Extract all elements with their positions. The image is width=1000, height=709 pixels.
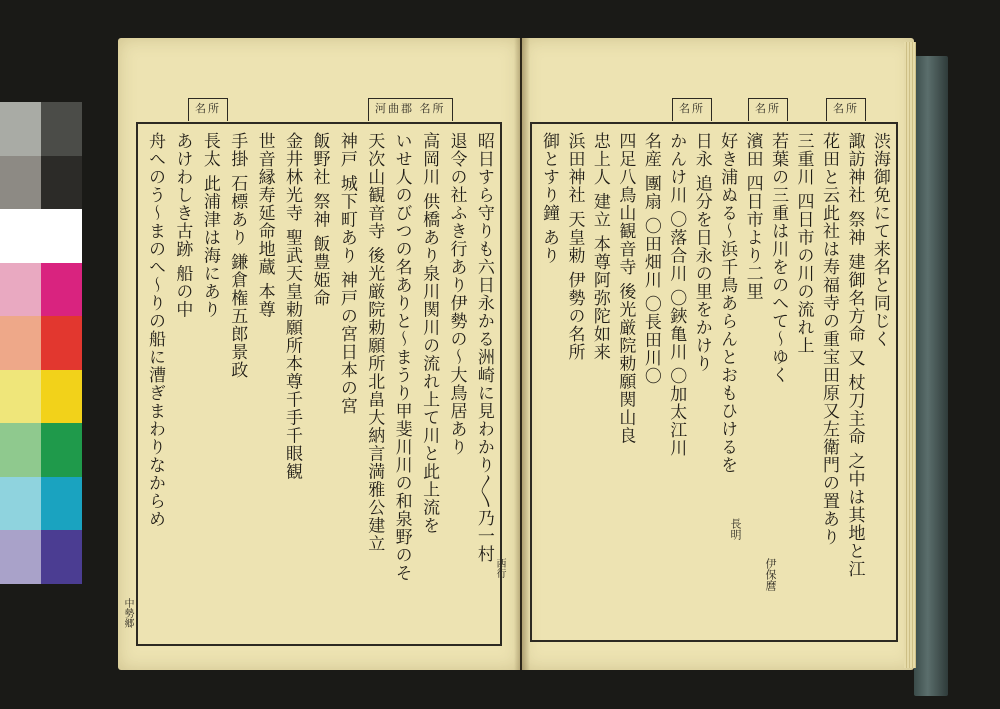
calibration-swatch	[0, 423, 41, 477]
left-columns	[146, 132, 492, 636]
calibration-swatch	[0, 530, 41, 584]
left-text-column: 昭日すら守りも六日永かる洲崎に見わかり〱乃一村	[473, 132, 494, 563]
calibration-swatch	[41, 102, 82, 156]
calibration-swatch	[0, 156, 41, 210]
right-text-column: 好き浦ぬる〜浜千鳥あらんとおもひけるを	[717, 132, 738, 474]
calibration-row	[0, 477, 82, 531]
right-text-frame	[530, 122, 898, 642]
calibration-swatch	[41, 156, 82, 210]
right-text-column: 四足八鳥山観音寺 後光厳院勅願関山良	[615, 132, 636, 445]
calibration-row	[0, 423, 82, 477]
open-book	[118, 38, 948, 670]
page-stack-edge	[904, 42, 916, 668]
calibration-row	[0, 263, 82, 317]
color-calibration-strip	[0, 102, 82, 584]
calibration-swatch	[41, 209, 82, 263]
calibration-row	[0, 102, 82, 156]
right-text-column: 若葉の三重は川をのへて〜ゆく	[768, 132, 789, 384]
signature-choumei: 長明	[729, 518, 742, 540]
right-text-column: 三重川 四日市の川の流れ上	[793, 132, 814, 355]
calibration-row	[0, 316, 82, 370]
calibration-swatch	[0, 102, 41, 156]
margin-note-saigyou: 西行	[494, 558, 505, 578]
left-header-tab-1: 名所	[188, 98, 228, 121]
calibration-swatch	[0, 477, 41, 531]
right-text-column: 渋海御免にて来名と同じく	[869, 132, 890, 348]
right-columns	[540, 132, 888, 632]
book-gutter	[514, 38, 530, 670]
left-text-column: 神戸 城下町あり 神戸の宮日本の宮	[336, 132, 357, 415]
left-text-column: 天次山観音寺 後光厳院勅願所北畠大納言満雅公建立	[364, 132, 385, 553]
calibration-swatch	[41, 370, 82, 424]
right-header-tab-3: 名所	[826, 98, 866, 121]
right-header-tab-1: 名所	[672, 98, 712, 121]
calibration-swatch	[41, 477, 82, 531]
calibration-swatch	[0, 263, 41, 317]
calibration-swatch	[41, 423, 82, 477]
signature-ihomaro: 伊保麿	[764, 558, 777, 591]
right-text-column: 濱田 四日市より二里	[742, 132, 763, 301]
left-text-column: 手掛 石標あり 鎌倉権五郎景政	[227, 132, 248, 379]
calibration-swatch	[0, 370, 41, 424]
calibration-swatch	[41, 263, 82, 317]
right-text-column: 御とすり鐘 あり	[539, 132, 559, 265]
calibration-swatch	[41, 530, 82, 584]
right-text-column: 日永 追分を日永の里をかけり	[691, 132, 712, 373]
left-text-column: 金井林光寺 聖武天皇勅願所本尊千手千眼観	[282, 132, 303, 481]
left-text-column: あけわしき古跡 船の中	[172, 132, 193, 319]
left-text-column: 長太 此浦津は海にあり	[199, 132, 220, 319]
right-text-column: かんけ川 〇落合川 〇鋏亀川 〇加太江川	[666, 132, 687, 458]
right-header-tab-2: 名所	[748, 98, 788, 121]
calibration-row	[0, 209, 82, 263]
right-text-column: 浜田神社 天皇勅 伊勢の名所	[564, 132, 585, 361]
calibration-swatch	[0, 209, 41, 263]
book-cover-edge	[914, 56, 948, 696]
left-page-mark: 中勢郷	[122, 598, 133, 628]
right-text-column: 諏訪神社 祭神 建御名方命 又 杖刀主命 之中は其地と江	[844, 132, 865, 579]
left-page	[118, 38, 520, 670]
left-header-tab-2: 河曲郡 名所	[368, 98, 453, 121]
calibration-row	[0, 530, 82, 584]
left-text-column: 舟へのう〜まのへ〜りの船に漕ぎまわりなからめ	[145, 132, 165, 528]
right-text-column: 忠上人 建立 本尊阿弥陀如来	[589, 132, 610, 361]
left-text-column: 高岡川 供橋あり泉川関川の流れ上て川と此上流を	[419, 132, 440, 535]
calibration-row	[0, 156, 82, 210]
calibration-swatch	[0, 316, 41, 370]
left-text-column: 退令の社ふき行あり伊勢の〜大鳥居あり	[446, 132, 467, 456]
left-text-column: いせ人のびつの名ありと〜まうり甲斐川川の和泉野のそ	[391, 132, 412, 582]
calibration-swatch	[41, 316, 82, 370]
calibration-row	[0, 370, 82, 424]
left-text-frame	[136, 122, 502, 646]
right-text-column: 名産 團扇 〇田畑川 〇長田川〇	[640, 132, 661, 386]
right-text-column: 花田と云此社は寿福寺の重宝田原又左衛門の置あり	[818, 132, 839, 546]
left-text-column: 飯野社 祭神 飯豊姫命	[309, 132, 330, 307]
right-page	[522, 38, 914, 670]
left-text-column: 世音縁寿延命地蔵 本尊	[254, 132, 275, 319]
